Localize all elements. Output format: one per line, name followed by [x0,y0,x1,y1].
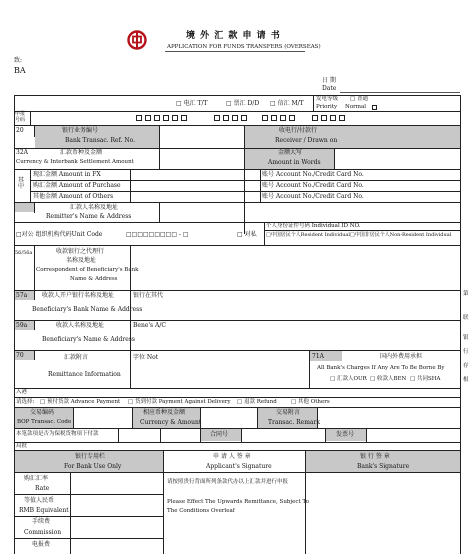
option-urgent[interactable]: □ 普通 [350,96,368,102]
contract-label: 合同号 [210,431,229,438]
field-50a-label-cn: 汇款人名称及地址 [70,204,119,211]
form-title: 境 外 汇 款 申 请 书 [186,31,281,41]
bank-use-label-en: For Bank Use Only [64,463,122,470]
date-label-en: Date [322,85,337,92]
field-57a-label-cn: 收款人开户银行名称及地址 [42,292,115,299]
account-fx-label: 账号 Account No./Credit Card No. [262,171,364,178]
side-note-6: 根 [463,377,469,383]
cable-charge-label-cn: 电报费 [32,541,51,548]
amount-words-label-en: Amount in Words [268,159,321,166]
option-our[interactable]: □ 汇款人OUR [330,376,367,382]
field-50a-label-en: Remitter's Name & Address [46,213,132,220]
field-20-label-cn: 银行业务编号 [62,127,99,134]
field-70-code: 70 [16,352,24,359]
serial-label: 申报 [15,111,26,117]
option-refund[interactable]: □ 退款 Refund [237,399,277,405]
serial-number-boxes-2[interactable] [214,115,247,121]
option-sha[interactable]: □ 共同SHA [410,376,441,382]
field-32a-code: 32A [16,149,28,156]
option-dd[interactable]: □ 票汇 D/D [226,100,260,107]
side-note-1: 第 [463,291,469,297]
option-tt[interactable]: □ 电汇 T/T [176,100,208,107]
option-advance[interactable]: □ 预付货款 Advance Payment [40,399,121,405]
field-70-label-en: Remittance Information [48,371,121,378]
amount-fx-label: 现汇金额 Amount in FX [33,171,101,178]
priority-label-en: Priority [316,104,338,110]
bank-signature-label-cn: 银 行 签 章 [360,453,390,460]
serial-number-boxes[interactable] [136,115,187,121]
account-purchase-label: 账号 Account No./Credit Card No. [262,182,364,189]
country-label: 入港 [16,389,28,395]
charges-label-cn: 国内外费用承担 [380,353,423,360]
commission-label-cn: 手续费 [32,518,51,525]
unit-code-boxes[interactable]: □□□□□□□□□ - □ [126,231,189,238]
rmb-equivalent-label-en: RMB Equivalent [19,507,69,514]
option-delivery[interactable]: □ 货到付款 Payment Against Delivery [128,399,231,405]
applicant-note-en-2: The Conditions Overleaf [167,508,235,514]
charges-label-en: All Bank's Charges If Any Are To Be Borne By [317,365,445,371]
customs-question: 本笔款项是否为保税货物项下付款 [16,431,99,437]
field-32a-label-en: Currency & Interbank Settlement Amount [16,159,134,165]
applicant-signature-label-cn: 申 请 人 签 章 [213,453,251,460]
side-note-4: 行 [463,349,469,355]
field-56a-label-en: Correspondent of Beneficiary's Bank [36,267,139,273]
bop-currency-label-en: Currency & Amount [140,419,202,426]
approval-label: 局批 [16,443,28,449]
bank-signature-label-en: Bank's Signature [357,463,410,470]
bop-remark-label-cn: 交易附言 [276,409,301,416]
applicant-signature-label-en: Applicant's Signature [206,463,272,470]
serial-label-2: 号码 [15,117,26,123]
field-71a-code: 71A [312,353,324,360]
side-note-5: 存 [463,363,469,369]
account-others-label: 账号 Account No./Credit Card No. [262,193,364,200]
option-others[interactable]: □ 其他 Others [291,399,330,405]
serial-number-boxes-3[interactable] [262,115,295,121]
field-59a-label-cn: 收款人名称及地址 [56,322,105,329]
option-private[interactable]: □ 对私 [237,231,257,238]
priority-label-cn: 发电等级 [316,96,339,102]
bop-currency-label-cn: 相应币种及金额 [143,409,186,416]
field-59a-label-en: Beneficiary's Name & Address [42,336,135,343]
bank-use-label-cn: 银行专用栏 [75,453,106,460]
receiver-label-en: Receiver / Drawn on [275,137,338,144]
date-label-cn: 日 期 [322,77,336,84]
side-note-3: 银 [463,335,469,341]
option-normal[interactable]: Normal [345,104,367,110]
field-59a-code: 59a [16,322,28,329]
form-title-en: APPLICATION FOR FUNDS TRANSFERS (OVERSEAS) [167,44,321,50]
to-prefix: 致: [14,57,23,64]
field-56a-label-cn-2: 名称及地址 [66,257,97,264]
option-corporate[interactable]: □对公 组织机构代码Unit Code [16,231,103,238]
bank-logo [127,30,147,50]
bank-abbr: BA [14,66,26,75]
commission-label-en: Commission [24,529,62,536]
among-label: 其 中 [18,177,25,190]
individual-id-label: 个人身份证件号码 Individual ID NO. [266,223,361,229]
rmb-equivalent-label-cn: 等值人民币 [24,497,55,504]
normal-checkbox[interactable] [372,105,377,110]
field-32a-label-cn: 汇款币种及金额 [60,149,103,156]
bop-remark-label-en: Transac. Remark [268,419,320,426]
applicant-note-en: Please Effect The Upwards Remittance, Subject To [167,499,309,505]
field-56a-label-en-2: Name & Address [70,276,118,282]
beneficiary-account-label: Bene's A/C [133,322,166,329]
bop-code-label-en: BOP Transac. Code [17,419,72,425]
amount-purchase-label: 购汇金额 Amount of Purchase [33,182,121,189]
field-70-limit: 字位 Not [133,354,159,361]
amount-words-label-cn: 金额大写 [278,149,303,156]
field-56a-label-cn: 收款银行之代理行 [56,248,105,255]
payment-type-label: 请选择: [16,399,35,405]
field-57a-other: 银行在其代 [133,292,164,299]
option-resident[interactable]: □中国居民个人Resident Individual [266,232,351,238]
applicant-note-cn: 请按照贵行背面所列条款代办以上汇款并进行申报 [167,479,289,485]
serial-number-boxes-4[interactable] [312,115,345,121]
field-57a-code: 57a [16,292,28,299]
side-note-2: 联 [463,315,469,321]
rate-label-cn: 购汇汇率 [24,475,49,482]
field-20-label-en: Bank Transac. Ref. No. [65,137,136,144]
field-70-label-cn: 汇款附言 [64,354,89,361]
rate-label-en: Rate [35,485,50,492]
bop-code-label-cn: 交易编码 [30,409,55,416]
field-57a-label-en: Beneficiary's Bank Name & Address [32,306,143,313]
option-ben[interactable]: □ 收款人BEN [370,376,407,382]
option-nonresident[interactable]: □中国非居民个人Non-Resident Individual [350,232,452,238]
amount-others-label: 其他金额 Amount of Others [33,193,114,200]
receiver-label-cn: 收电行/付款行 [279,127,318,134]
field-20-code: 20 [16,127,24,134]
field-56a-code: 56/56a [15,250,33,256]
option-mt[interactable]: □ 信汇 M/T [270,100,304,107]
invoice-label: 发票号 [336,431,355,438]
